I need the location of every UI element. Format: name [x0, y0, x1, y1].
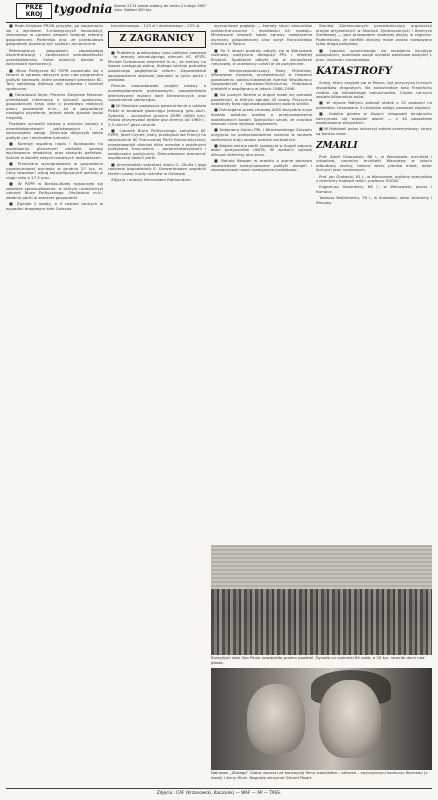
news-item: ■ W rejonie Bałtyku zatonął statek z 15 osobami na pokładzie. Uratowano 3 członków załogi, pozostali zaginęli. — [316, 100, 432, 110]
news-item: ■ Komisję wspólną rządu i Episkopatu na posiedzeniu plenarnym omówiła sprawy wychowania młodzieży oraz stosunki państwo–Kościół w świetle dotychczasowych doświadczeń. — [6, 141, 103, 160]
section-box — [108, 31, 206, 48]
photo-background — [211, 545, 432, 589]
news-item: ■ Ostrzegane przed chorobą AIDS wszystkie kraje dostały ostatnio prośbę o przeprowadzenie dodatkowych badań. Specjaliści uznali, że choroba stanowi coraz większe zagrożenie. — [211, 107, 312, 127]
section-heading-z-zagranicy: Z ZAGRANICY — [119, 33, 195, 44]
obituary-item: Tadeusz Wojtkiewicz, 76 l., w Krakowie, aktor teatralny i filmowy. — [316, 195, 432, 205]
news-item: ■ Kolejka górska w Alpach nieopodal Innsbrucku zatrzymała się wskutek awarii — z 40 pasażerów ewakuowano wszystkich. — [316, 111, 432, 126]
news-item: ■ Przeciętne wynagrodzenie w gospodarce uspołecznionej wyniosło w grudniu 27 tys. zł. Ceny towarów i usług konsumpcyjnych wzrosły w ciągu roku o 17,5 proc. — [6, 161, 103, 180]
news-item: ■ Rada Krajowa PRON przyjęła, po zapoznaniu się z wynikami 3-miesięcznych konsultacji, stanowisko w sprawie założeń kolejnej reformy gospodarczej. Podkreśla ona, że przebudowa gospodarki powinna być szybka i dynamiczna. — [6, 24, 103, 47]
news-item: ■ Po 5 latach przerwy odbyły się w Warszawie rozmowy polityczne delegacji PRL i Wielkiej Brytanii. Spotkanie odbyło się w atmosferze rzeczowej, a uczestnicy uznali je za pożyteczne. — [211, 47, 312, 67]
section-title: tygodnia — [54, 2, 113, 16]
masthead — [6, 2, 436, 22]
flood-photo-caption: Brazylijski stan Sao Paulo nawiedziła groźna powódź. Zginęło co najmniej 60 osób, a 20 tys. straciło dach nad głową. — [211, 655, 425, 665]
news-item: ■ Japonia, sprzeciwiając się rozwijaniu inicjatyw pokojowych, podniosła swoje wydatki wojskowe powyżej 1 proc. dochodu narodowego. — [316, 47, 432, 62]
footer-rule — [6, 788, 432, 789]
news-item: Reformatorzy gospodarki zapowiadają decentralizację i zwiększenie samodzielności przedsiębiorstw, które powinny działać w warunkach konkurencji. — [6, 47, 103, 67]
section-heading-zmarli: ZMARLI — [316, 140, 358, 151]
news-item: ■ W Moskwie podpisano porozumienie o udziale Polski w budowie gazociągu Jamburg (płn.-zach. Syberia) – zachodnia granica ZSRR (4650 km). Polska otrzymywać będzie gaz ziemny od 1989 r., 2,5 mld m³ gazu rocznie. — [108, 103, 206, 127]
obituary-item: Prof. Adolf Ciborowski, 68 l., w Warszawie, architekt i urbanista, naczelny architekt Warszawy w latach odbudowy stolicy, twórca wielu planów miast, autor licznych prac naukowych. — [316, 153, 432, 173]
news-item: ■ Ronald Reagan w orędziu o stanie państwa zapowiedział kontynuowanie polityki zbrojeń i zaproponował nowe rozwiązania budżetowe. — [211, 158, 312, 173]
portrait-left — [247, 684, 305, 754]
news-item: Śnieg, który zasypał się w Polsce, był przyczyną licznych wypadków drogowych. Na autostradzie kolo Frankfurtu rozbiło się kilkadziesiąt samochodów. Ciężko rannych zostało kilkanaście osób. — [316, 80, 432, 100]
column-4 — [316, 24, 432, 544]
column-3 — [211, 24, 312, 544]
news-item: ■ Biuro Polityczne KC PZPR zapoznało się z tezami w sprawie dalszych prac nad programem polityki kadrowej, które przedstawił sekretarz KC. Tezy zakładają większą rolę wyborów i kontroli społecznej. — [6, 67, 103, 91]
news-item: ■ Dokonano Sejmu PRL i Wrocławskiego Zarządu przyjęcia na przeprowadzeniu rozmów w sprawie zadłużenia kraju wobec państw zachodnich. — [211, 127, 312, 142]
photo-crowd — [211, 589, 432, 655]
news-item: ■ Wojska wierne partii rządzącej w Angoli odparły ataki partyzantów UNITA. W walkach zginęło kilkuset żołnierzy obu stron. — [211, 142, 312, 157]
column-1 — [6, 24, 103, 794]
publication-logo: PRZE KROJ — [16, 3, 52, 19]
news-item: ■ Problemy przebudowy oraz polityka kadrowa – to tematy obradującego plenum KC KPZR. Michaił Gorbaczow stwierdził m.in., że zmiany na lepsze następują wolno, dlatego istnieje potrzeba poważnego pogłębienia reform. Zapowiedział wprowadzenie większej jawności w życiu partii i państwa. — [108, 49, 206, 83]
section-heading-katastrofy: KATASTROFY — [316, 66, 393, 78]
news-item: Stanów Zjednoczonych przewodniczący organizacji krajów afrykańskich w Stanach Zjednoczonych i Ameryce Środkowej — pod przewodem ostatniej wizyty w regionie. Podkreślono, że konflikt zbrojny może zostać rozwiązany tylko drogą pokojową. — [316, 24, 432, 47]
column-2 — [108, 24, 206, 794]
news-item: wyznaniowe poglądy — tematy stanu stosunków polsko-francuskich i możliwości ich rozwoju. Ministrowie omówili także sprawy zwiększenia wymiany gospodarczej oraz wizyt francuskiego ministra w Polsce. — [211, 24, 312, 47]
news-item: ■ W Mołdawii pożar zniszczył zakład przemysłowy; straty są bardzo duże. — [316, 126, 432, 137]
portrait-right — [319, 680, 381, 758]
news-item: ■ Amerykański sekretarz stanu G. Shultz i jego radziecki odpowiednik E. Szewardnadze uzgodnili termin nowej rundy rozmów w Genewie. — [108, 161, 206, 176]
obituary-item: Prof. Jan Grabecki, 81 l., w Warszawie, wybitny specjalista z dziedziny hodowli roślin, profesor SGGW. — [316, 173, 432, 184]
news-item: ■ Członek Biura Politycznego, sekretarz KC PZPR, Józef Czyrek, który przebywał we Francji na zaproszenie KC Francuskiej Partii Komunistycznej, przeprowadził również kilka rozmów z wybitnymi politykami francuskimi – parlamentarzystami i działaczami partyjnymi. Zdecydowano wzmocnić współpracę dwóch partii. — [108, 127, 206, 161]
news-item: ■ Obradował Sejm. Premier Zbigniew Messner przedstawił informację o sytuacji społeczno-gospodarczej kraju oraz o przebiegu realizacji planu, powiedział m.in., że w gospodarce nastąpiło ożywienie, jednak wiele zjawisk budzi niepokój. — [6, 92, 103, 121]
issue-info: Numer 2174 został oddany do druku 2 lutego 1987 roku. Nakład 300 tys. — [114, 4, 206, 13]
news-item: Posłowie uchwalili ustawę o zmianie ustawy o przedsiębiorstwach państwowych i o samorządzie załogi. Dyskusja dotyczyła także polityki cen i dochodów ludności. — [6, 121, 103, 141]
award-photo-caption: Najnowsi „Złotego” Globa laureaci za koncepcję filmu wokalistka – aktorka – zwyciężczyni konkursu Kennedy (z lewej) i Anny Hiort. Nagrodę otrzymał Gérard Pipart. — [211, 770, 428, 780]
news-item: Zdjęcia i relacja: Bernardem Raimondem. — [111, 177, 192, 182]
news-item: transferowego – 125 zł i dewizowego – 225 zł. — [111, 24, 201, 28]
news-item: ■ W PZPR w Bielsku-Białej rozpoczęło się zebranie sprawozdawcze, w którym uczestniczył członek Biura Politycznego. Omówiono m.in. zadania partii w zakresie gospodarki. — [6, 181, 103, 200]
news-item: ■ Wiceprzewodniczący Rady Ministrów, Władysław Gwiazda, przewodniczył w Hawanie posiedzeniu polsko-kubańskiej Komisji Współpracy Gospodarczej i Naukowo-Technicznej. Podpisano protokół o współpracy w latach 1986–1990. — [211, 67, 312, 91]
photo-credits: Zdjęcia : CAF (Krzanowski, Kaczorek) — WAF — AP — TASS. — [156, 790, 282, 795]
obituary-item: Eugeniusz Hasenbein, 88 l., w Warszawie, pisarz i tłumacz. — [316, 184, 432, 194]
masthead-rule — [6, 22, 432, 23]
news-item: ■ Na pustyni Namib w Angoli rozbił się samolot pasażerski, w którym zginęło 43 osoby. Przyczyną katastrofy była najprawdopodobniej awaria silnika. — [211, 92, 312, 107]
news-item: ■ Zginęło 2 osoby, a 9 zostało rannych w wypadku drogowym koło Gniezna. — [6, 201, 103, 211]
news-item: Plenum zaaprobowało projekt ustawy o przedsiębiorstwie państwowym, zapowiedziało alternatywne wybory kadr kierowniczych oraz rozszerzenie samorządu. — [108, 83, 206, 103]
award-winners-photo — [211, 668, 432, 770]
flood-photo — [211, 545, 432, 655]
